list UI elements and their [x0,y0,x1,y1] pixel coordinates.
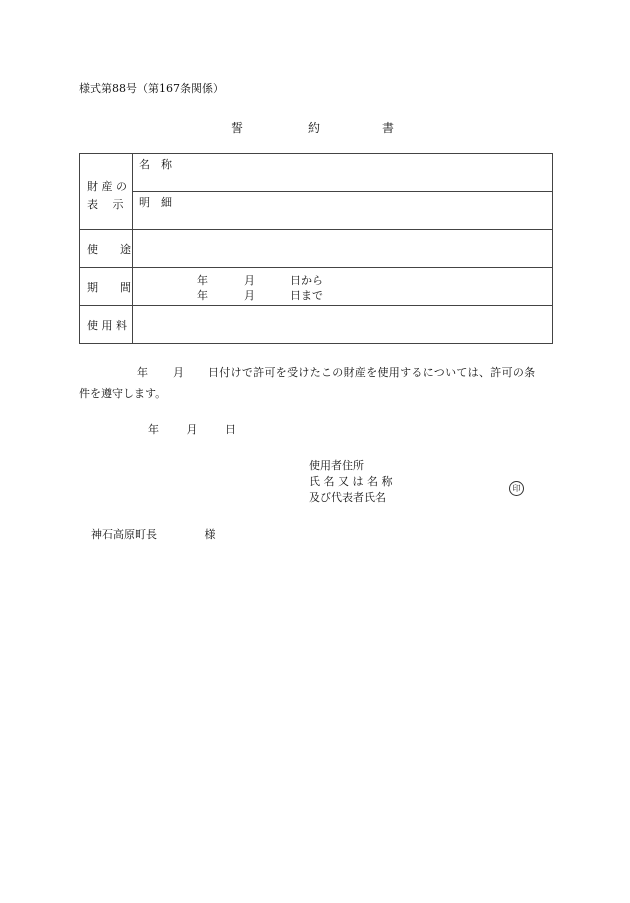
period-label-cell [80,268,133,306]
signature-block [309,458,392,506]
period-value-cell [133,268,553,306]
user-address-label: 使用者住所 [309,459,364,472]
title-char-2: 約 [308,121,322,135]
date-month: 月 [186,423,198,436]
property-detail-cell [133,192,553,230]
use-label: 使 途 [87,242,131,256]
period-from-month: 月 [244,274,255,287]
representative-label: 及び代表者氏名 [309,491,386,504]
property-table [79,153,553,344]
addressee-name: 神石高原町長 [91,528,157,541]
seal-mark: 印 [509,481,524,496]
period-from-year: 年 [197,274,208,287]
fee-label: 使 用 料 [87,318,127,332]
date-day: 日 [225,423,236,436]
use-value-cell [133,230,553,268]
property-label-line2: 表 示 [87,198,124,211]
body-text-line2: 件を遵守します。 [79,387,167,400]
property-detail-label: 明 細 [139,196,172,209]
date-line [148,421,236,437]
body-year: 年 [137,366,148,379]
fee-value-cell [133,306,553,344]
form-number: 様式第88号（第167条関係） [79,82,224,95]
property-label-cell [80,154,133,230]
period-to-year: 年 [197,289,208,302]
period-from-day: 日から [290,274,323,287]
property-name-cell [133,154,553,192]
title-char-3: 書 [382,121,396,135]
title-char-1: 誓 [231,121,245,135]
user-name-label: 氏 名 又 は 名 称 [309,475,393,488]
use-label-cell [80,230,133,268]
fee-label-cell [80,306,133,344]
body-rest: 日付けで許可を受けたこの財産を使用するについては、許可の条 [208,366,536,379]
addressee-honorific: 様 [204,528,216,541]
period-to-day: 日まで [290,289,323,302]
property-label-line1: 財 産 の [87,180,127,193]
date-year: 年 [148,423,159,436]
body-month: 月 [173,366,184,379]
period-to-month: 月 [244,289,255,302]
period-label: 期 間 [87,280,131,294]
addressee [91,526,216,542]
document-title [0,119,630,135]
property-name-label: 名 称 [139,158,172,171]
